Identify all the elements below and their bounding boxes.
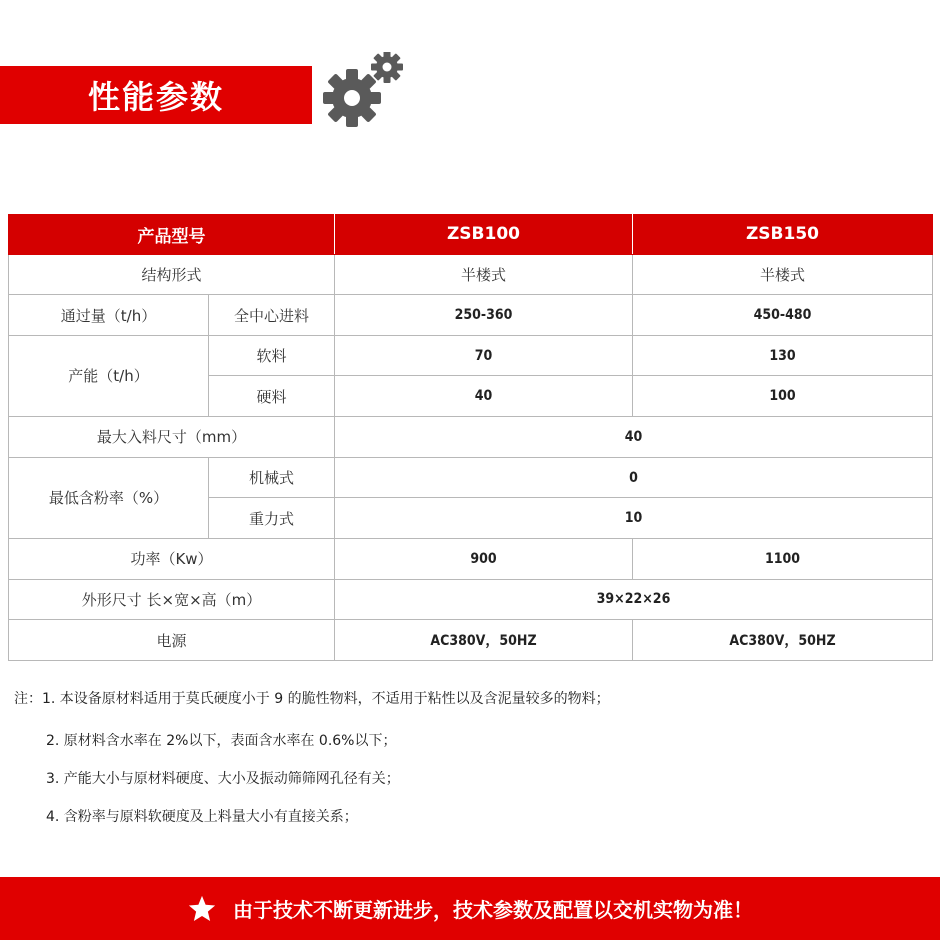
footer-text: 由于技术不断更新进步，技术参数及配置以交机实物为准！ [233, 898, 753, 922]
table-row [9, 254, 933, 295]
row-sublabel: 重力式 [209, 498, 335, 539]
note-item: 2. 原材料含水率在 2%以下，表面含水率在 0.6%以下； [46, 733, 397, 749]
cell-value: 450-480 [633, 295, 933, 336]
note-item: 注：1. 本设备原材料适用于莫氏硬度小于 9 的脆性物料，不适用于粘性以及含泥量较多的物料； [14, 691, 610, 707]
table-row [9, 417, 933, 458]
table-row [9, 295, 933, 336]
row-label: 通过量（t/h） [9, 295, 209, 336]
cell-value: 39×22×26 [335, 579, 933, 620]
row-label: 产能（t/h） [9, 335, 209, 416]
table-row [9, 457, 933, 498]
footer-banner [0, 877, 940, 940]
note-item: 4. 含粉率与原料软硬度及上料量大小有直接关系； [46, 809, 358, 825]
row-label: 最低含粉率（%） [9, 457, 209, 538]
section-title-banner [0, 66, 312, 124]
row-sublabel: 软料 [209, 335, 335, 376]
spec-table [8, 214, 933, 661]
row-label: 功率（Kw） [9, 538, 335, 579]
cell-value: 900 [335, 538, 633, 579]
cell-value: 半楼式 [335, 254, 633, 295]
section-title: 性能参数 [87, 78, 224, 116]
table-header-row [9, 215, 933, 255]
row-label: 结构形式 [9, 254, 335, 295]
cell-value: 130 [633, 335, 933, 376]
header-cell-zsb150: ZSB150 [633, 215, 933, 255]
cell-value: 70 [335, 335, 633, 376]
note-item: 3. 产能大小与原材料硬度、大小及振动筛筛网孔径有关； [46, 771, 400, 787]
cell-value: 半楼式 [633, 254, 933, 295]
cell-value: 0 [335, 457, 933, 498]
cell-value: 40 [335, 376, 633, 417]
row-sublabel: 全中心进料 [209, 295, 335, 336]
row-sublabel: 硬料 [209, 376, 335, 417]
cell-value: AC380V，50HZ [633, 620, 933, 661]
cell-value: 250-360 [335, 295, 633, 336]
cell-value: 10 [335, 498, 933, 539]
header-cell-zsb100: ZSB100 [335, 215, 633, 255]
row-label: 电源 [9, 620, 335, 661]
row-label: 最大入料尺寸（mm） [9, 417, 335, 458]
table-row [9, 579, 933, 620]
cell-value: 100 [633, 376, 933, 417]
cell-value: AC380V，50HZ [335, 620, 633, 661]
table-row [9, 335, 933, 376]
row-label: 外形尺寸 长×宽×高（m） [9, 579, 335, 620]
header-cell-model: 产品型号 [9, 215, 335, 255]
gears-icon [322, 52, 412, 132]
table-row [9, 538, 933, 579]
cell-value: 1100 [633, 538, 933, 579]
cell-value: 40 [335, 417, 933, 458]
table-row [9, 620, 933, 661]
row-sublabel: 机械式 [209, 457, 335, 498]
star-icon [187, 894, 217, 924]
